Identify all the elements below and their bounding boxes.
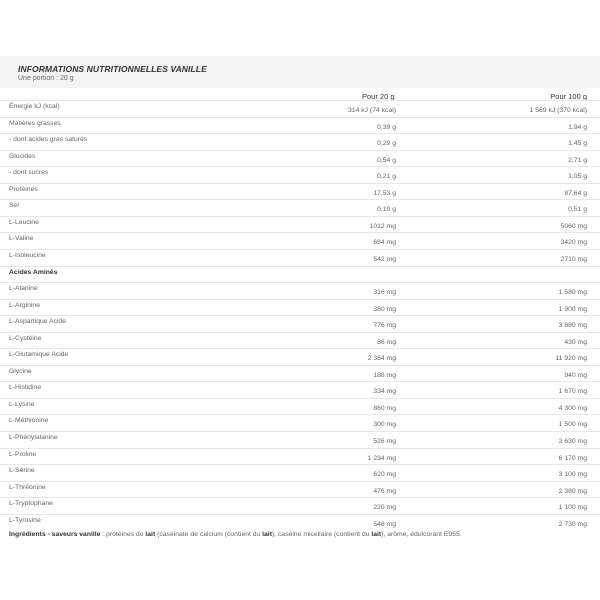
- value-per-20g: 684 mg: [373, 239, 396, 247]
- table-row: [0, 481, 600, 499]
- nutrient-name: L-Tryptophane: [9, 500, 53, 508]
- table-row: [0, 381, 600, 399]
- allergen-milk: lait: [371, 531, 382, 538]
- nutrient-name: L-Valine: [9, 235, 34, 243]
- nutrient-name: L-Tyrosine: [9, 516, 41, 524]
- value-per-20g: 300 mg: [373, 421, 396, 429]
- value-per-100g: 1,94 g: [568, 123, 587, 131]
- nutrient-name: - dont acides gras saturés: [9, 136, 88, 144]
- value-per-20g: 476 mg: [373, 487, 396, 495]
- value-per-100g: 1,05 g: [568, 173, 587, 181]
- allergen-milk: lait: [145, 531, 156, 538]
- value-per-20g: 1012 mg: [369, 222, 396, 230]
- table-row: [0, 464, 600, 482]
- value-per-20g: 546 mg: [373, 520, 396, 528]
- value-per-20g: 316 mg: [373, 289, 396, 297]
- value-per-20g: 0,54 g: [377, 156, 396, 164]
- value-per-100g: 1 500 mg: [558, 421, 587, 429]
- value-per-100g: 0,51 g: [568, 206, 587, 214]
- value-per-100g: 5060 mg: [560, 222, 587, 230]
- value-per-20g: 776 mg: [373, 322, 396, 330]
- nutrient-name: Glucides: [9, 152, 36, 160]
- value-per-20g: 380 mg: [373, 305, 396, 313]
- table-row: [0, 282, 600, 300]
- table-row: [0, 199, 600, 217]
- nutrient-name: Énergie kJ (kcal): [9, 103, 60, 110]
- value-per-100g: 3 100 mg: [558, 471, 587, 479]
- section-header-row: [0, 266, 600, 284]
- table-row: [0, 299, 600, 317]
- table-header: [0, 56, 600, 88]
- ingredients-label: Ingrédients - saveurs vanille: [9, 531, 101, 538]
- value-per-20g: 17,53 g: [373, 189, 396, 197]
- nutrient-name: L-Proline: [9, 450, 37, 458]
- table-row: [0, 133, 600, 151]
- value-per-100g: 4 300 mg: [558, 404, 587, 412]
- value-per-20g: 2 384 mg: [367, 355, 396, 363]
- value-per-100g: 1 569 kJ (370 kcal): [529, 107, 587, 114]
- value-per-20g: 0,21 g: [377, 173, 396, 181]
- ingredients-part: (caséinate de calcium (contient du: [155, 531, 263, 538]
- value-per-20g: 542 mg: [373, 255, 396, 263]
- nutrient-name: L-Aspartique Acide: [9, 318, 67, 326]
- ingredients-part: : protéines de: [100, 531, 146, 538]
- table-row: [0, 315, 600, 333]
- value-per-20g: 0,10 g: [377, 206, 396, 214]
- nutrient-name: L-Méthionine: [9, 417, 49, 425]
- table-row: [0, 332, 600, 350]
- table-row: [0, 166, 600, 184]
- table-row: [0, 514, 600, 532]
- value-per-100g: 2710 mg: [560, 255, 587, 263]
- table-row: [0, 431, 600, 449]
- nutrient-name: L-Cystéine: [9, 334, 42, 342]
- table-row: [0, 414, 600, 432]
- value-per-100g: 2,71 g: [568, 156, 587, 164]
- value-per-100g: 2 380 mg: [558, 487, 587, 495]
- nutrient-name: Glycine: [9, 367, 32, 375]
- nutrient-name: L-Glutamique Acide: [9, 351, 69, 359]
- value-per-100g: 11 920 mg: [555, 355, 587, 363]
- table-row: [0, 216, 600, 234]
- value-per-100g: 1,45 g: [568, 140, 587, 148]
- table-row: [0, 497, 600, 515]
- nutrient-name: Acides Aminés: [9, 268, 58, 276]
- value-per-100g: 1 100 mg: [558, 504, 587, 512]
- value-per-100g: 1 900 mg: [558, 305, 587, 313]
- table-row: [0, 150, 600, 168]
- nutrient-name: L-Isoleucine: [9, 251, 46, 259]
- value-per-100g: 6 170 mg: [558, 454, 587, 462]
- value-per-100g: 2 730 mg: [558, 520, 587, 528]
- table-row: [0, 249, 600, 267]
- table-row: [0, 183, 600, 201]
- table-row: [0, 232, 600, 250]
- value-per-100g: 3420 mg: [560, 239, 587, 247]
- portion-size: Une portion : 20 g: [18, 75, 74, 82]
- value-per-20g: 526 mg: [373, 438, 396, 445]
- nutrient-name: Sel: [9, 202, 19, 210]
- value-per-20g: 0,29 g: [377, 140, 396, 148]
- nutrient-name: L-Leucine: [9, 218, 39, 226]
- value-per-100g: 2 630 mg: [558, 438, 587, 445]
- table-row: [0, 448, 600, 466]
- table-row: [0, 117, 600, 135]
- value-per-100g: 3 880 mg: [558, 322, 587, 330]
- column-header-per-20g: Pour 20 g: [362, 92, 395, 101]
- value-per-20g: 86 mg: [377, 338, 396, 346]
- nutrient-name: L-Phénylalanine: [9, 434, 58, 441]
- nutrient-name: L-Thréonine: [9, 483, 46, 491]
- ingredients-part: ), arôme, édulcorant E955.: [381, 531, 462, 538]
- value-per-100g: 1 670 mg: [558, 388, 587, 396]
- ingredients-part: ), caséine micellaire (contient du: [271, 531, 372, 538]
- column-header-per-100g: Pour 100 g: [550, 92, 587, 101]
- value-per-20g: 0,39 g: [377, 123, 396, 131]
- value-per-20g: 188 mg: [373, 371, 396, 379]
- table-title: INFORMATIONS NUTRITIONNELLES VANILLE: [18, 64, 207, 74]
- nutrient-name: L-Lysine: [9, 400, 35, 408]
- table-row: [0, 365, 600, 383]
- table-row: [0, 100, 600, 118]
- value-per-100g: 430 mg: [564, 338, 587, 346]
- allergen-milk: lait: [262, 531, 272, 538]
- nutrient-name: L-Sérine: [9, 467, 35, 475]
- nutrient-name: L-Histidine: [9, 384, 42, 392]
- value-per-100g: 87,64 g: [564, 189, 587, 197]
- nutrient-name: Protéines: [9, 185, 38, 193]
- value-per-100g: 1 580 mg: [558, 289, 587, 297]
- value-per-20g: 220 mg: [373, 504, 396, 512]
- value-per-20g: 1 234 mg: [367, 454, 396, 462]
- value-per-20g: 860 mg: [373, 404, 396, 412]
- nutrient-name: L-Alanine: [9, 285, 38, 293]
- value-per-20g: 620 mg: [373, 471, 396, 479]
- nutrient-name: Matières grasses: [9, 119, 61, 127]
- value-per-20g: 314 kJ (74 kcal): [348, 107, 396, 114]
- nutrient-name: - dont sucres: [9, 169, 49, 177]
- table-row: [0, 398, 600, 416]
- table-row: [0, 348, 600, 366]
- value-per-20g: 334 mg: [373, 388, 396, 396]
- nutrient-name: L-Arginine: [9, 301, 40, 309]
- value-per-100g: 940 mg: [564, 371, 587, 379]
- ingredients-text: [9, 531, 594, 538]
